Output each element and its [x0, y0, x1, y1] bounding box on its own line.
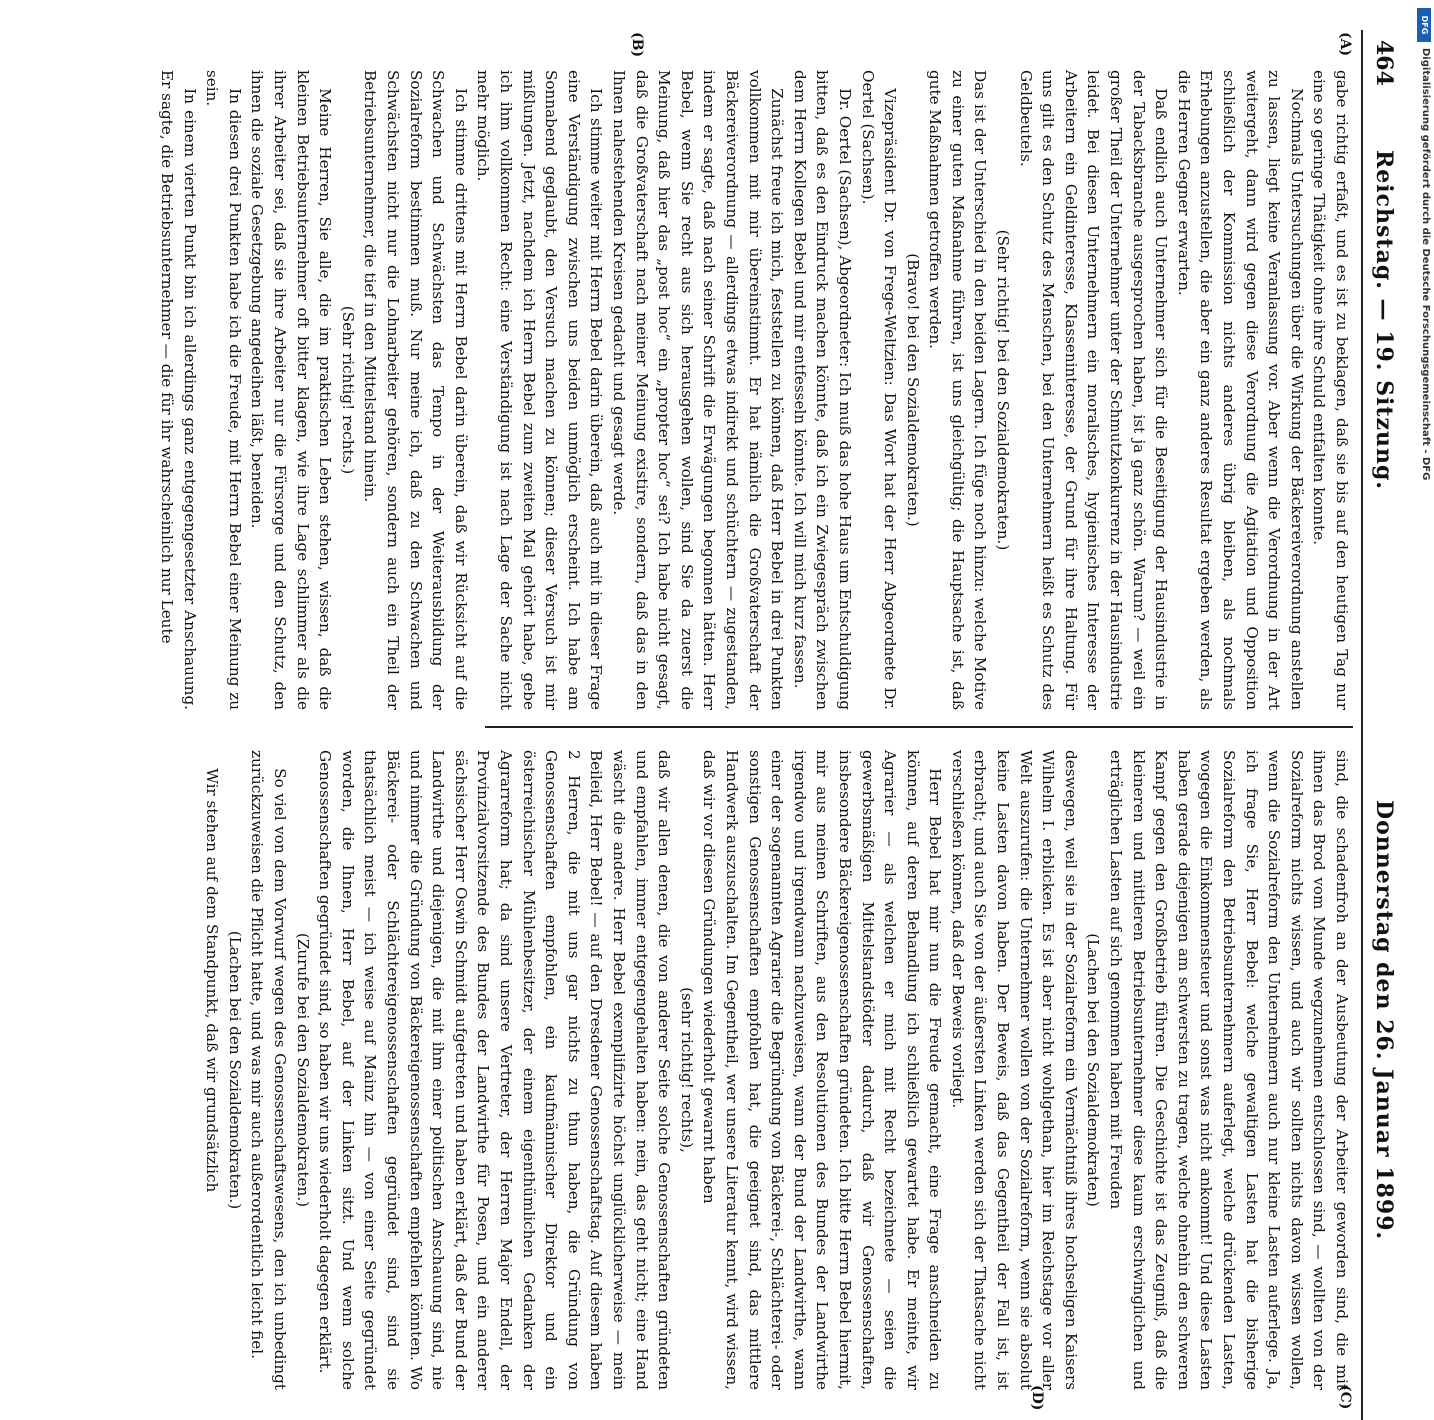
paragraph: gabe richtig erfaßt, und es ist zu beklagen, daß sie bis auf den heutigen Tag nur eine so geringe Thätigkeit ohne ihre Schuld entfalten konnte. — [1310, 70, 1351, 710]
margin-marker-b: (B) — [629, 32, 645, 58]
interjection: (Sehr richtig! bei den Sozialdemokraten.) — [994, 229, 1013, 551]
rotated-page — [5, 30, 1405, 1411]
paragraph: Ich stimme drittens mit Herrn Bebel darin überein, daß wir Rücksicht auf die Schwachen und Schwächsten das Tempo in der Weiterausbildung der Sozialreform bestimmen muß. Nur meine ich, daß zu den Schwachen und Schwächsten nicht nur die Lohnarbeiter gehören, sondern auch ein Theil der Betriebsunternehmer, die tief in den Mittelstand hinein. — [361, 70, 470, 710]
paragraph: Zunächst freue ich mich, feststellen zu können, daß Herr Bebel in drei Punkten vollkommen mit mir übereinstimmt. Er hat nämlich die Großvaterschaft der Bäckereiverordnung — allerdings etwas indirekt und schüchtern — zugestanden, indem er sagte, daß nach seiner Schrift die Erwägungen begonnen hätten. Herr Bebel, wenn Sie recht aus sich herausgehen wollen, sind Sie da zuerst die Meinung, daß hier das „post hoc“ ein „propter hoc“ sei? Ich habe nicht gesagt, daß die Großvaterschaft nach meiner Meinung existire, sondern, daß das in den Ihnen nahestehenden Kreisen gedacht und gesagt werde. — [610, 70, 787, 710]
column-divider — [485, 726, 1353, 728]
interjection: (sehr richtig! rechts), — [677, 987, 696, 1153]
paragraph: In diesen drei Punkten habe ich die Freude, mit Herrn Bebel einer Meinung zu sein. — [203, 70, 244, 710]
page-number: 464 — [1371, 40, 1397, 86]
paragraph: Ich stimme weiter mit Herrn Bebel darin überein, daß auch mit in dieser Frage eine Verständigung zwischen uns beiden unmöglich erscheint. Ich habe am Sonnabend geglaubt, den Versuch machen zu können; dieser Versuch ist mir mißlungen. Jetzt, nachdem ich Herrn Bebel zum zweiten Mal gehört habe, gebe ich ihm vollkommen Recht: eine Verständigung ist nach Lage der Sache nicht mehr möglich. — [474, 70, 606, 710]
interjection: (Sehr richtig! rechts.) — [338, 305, 357, 475]
interjection: (Lachen bei den Sozialdemokraten) — [1084, 933, 1103, 1207]
session-title: Reichstag. — 19. Sitzung. — [1371, 150, 1397, 491]
paragraph: Das ist der Unterschied in den beiden Lagern. Ich füge noch hinzu: welche Motive zu einer guten Maßnahme führen, ist uns gleichgültig; die Hauptsache ist, daß gute Maßnahmen getroffen werden. — [926, 70, 990, 710]
margin-marker-a: (A) — [1337, 32, 1353, 57]
right-column — [203, 750, 1353, 1390]
interjection: (Lachen bei den Sozialdemokraten.) — [225, 930, 244, 1210]
paragraph: Meine Herren, Sie alle, die im praktischen Leben stehen, wissen, daß die kleinen Betriebsunternehmer oft bitter klagen, wie ihre Lage schlimmer als die ihrer Arbeiter sei, daß sie ihre Arbeiter nur die Fürsorge und den Schutz, den ihnen die soziale Gesetzgebung angedeihen läßt, beneiden. — [248, 70, 335, 710]
interjection: (Bravo! bei den Sozialdemokraten.) — [903, 253, 922, 527]
interjection: (Zurufe bei den Sozialdemokraten.) — [293, 932, 312, 1208]
paragraph: Daß endlich auch Unternehmer sich für die Beseitigung der Hausindustrie in der Tabacksbranche ausgesprochen haben, ist ja ganz schön. Warum? — weil ein großer Theil der Unternehmer unter der Schmutzkonkurrenz in der Hausindustrie leidet. Bei diesen Unternehmern ein moralisches, hygienisches Interesse der Arbeitern ein Geldinteresse, Klasseninteresse, der Grund für ihre Haltung. Für uns gilt es den Schutz des Menschen, bei den Unternehmern heißt es Schutz des Geldbeutels. — [1016, 70, 1171, 710]
paragraph: Herr Bebel hat mir nun die Freude gemacht, eine Frage anschneiden zu können, auf deren Behandlung ich schließlich gewartet habe. Er meinte, wir Agrarier — als welchen er mich mit Recht bezeichnete — seien die gewerbsmäßigen Mittelstandstödter dadurch, daß wir Genossenschaften, insbesondere Bäckereigenossenschaften gründeten. Ich bitte Herrn Bebel hiermit, mir aus meinen Schriften, aus den Resolutionen des Bundes der Landwirthe irgendwo und irgendwann nachzuweisen, wann der Bund der Landwirthe, wann einer der sogenannten Agrarier die Begründung von Bäckerei-, Schlächterei- oder sonstigen Genossenschaften empfohlen hat, die geeignet sind, das mittlere Handwerk auszuschalten. Im Gegentheil, wer unsere Literatur kennt, wird wissen, daß wir vor diesen Gründungen wiederholt gewarnt haben — [700, 750, 945, 1390]
margin-marker-d: (D) — [1029, 1385, 1045, 1411]
left-column — [158, 70, 1353, 710]
paragraph: sind, die schadenfroh an der Ausbeutung der Arbeiter geworden sind, die mit ihnen das Brod vom Munde wegzunehmen entschlossen sind, — wollten von der Sozialreform nichts wissen, und auch wir sollten nichts davon wissen wollen, wenn die Sozialreform den Unternehmern auch nur kleine Lasten auferlege. Ja, ich frage Sie, Herr Bebel: welche gewaltigen Lasten hat die bisherige Sozialreform den Betriebsunternehmern auferlegt, welche drückenden Lasten, wogegen die Einkommensteuer und sonst was nicht ankommt! Und diese Lasten haben gerade diejenigen am schwersten zu tragen, welche ohnehin den schweren Kampf gegen den Großbetrieb führen. Die Geschichte ist das Zeugniß, daß die kleineren und mittleren Betriebsunternehmer diese kaum erschwinglichen und erträglichen Lasten auf sich genommen haben mit Freuden — [1107, 750, 1351, 1390]
paragraph: In einem vierten Punkt bin ich allerdings ganz entgegengesetzter Anschauung. Er sagte, die Betriebsunternehmer — die für ihr wahrscheinlich nur Leute — [158, 70, 199, 710]
digitization-credit-text: Digitalisierung gefördert durch die Deutsche Forschungsgemeinschaft - DFG — [1420, 48, 1431, 481]
header-rule — [1361, 30, 1363, 1420]
paragraph: daß wir allen denen, die von anderer Seite solche Genossenschaften gründeten und empfahlen, immer entgegengehalten haben: nein, das geht nicht; eine Hand wäscht die andere. Herr Bebel exemplifizirte höchst unglücklicherweise — mein Beileid, Herr Bebel! — auf den Dresdener Genossenschaftstag. Auf diesem haben 2 Herren, die mit uns gar nichts zu thun haben, die Gründung von Genossenschaften empfohlen, ein kaufmännischer Direktor und ein österreichischer Mühlenbesitzer, der einem eigenthümlichen Gedanken der Agrarreform hat; da sind unsere Vertreter, der Herren Major Endell, der Provinzialvorsitzende des Bundes der Landwirthe für Posen, und ein anderer sächsischer Herr Oswin Schmidt aufgetreten und haben erklärt, daß der Bund der Landwirthe und diejenigen, die mit ihm einer politischen Anschauung sind, nie und nimmer die Gründung von Bäckereigenossenschaften empfehlen könnten. Wo Bäckerei- oder Schlächtereigenossenschaften gegründet sind, sind sie thatsächlich meist — ich weise auf Mainz hin — von einer Seite gegründet worden, die Ihnen, Herr Bebel, auf der Linken sitzt. Und wenn solche Genossenschaften gegründet sind, so haben wir uns wiederholt dagegen erklärt. — [316, 750, 674, 1390]
speaker-paragraph: Vizepräsident Dr. von Frege-Weltzien: Das Wort hat der Herr Abgeordnete Dr. Oertel (Sachsen). — [858, 70, 900, 710]
speaker-paragraph: Dr. Oertel (Sachsen), Abgeordneter: Ich muß das hohe Haus um Entschuldigung bitten, daß es den Eindruck machen könnte, daß ich ein Zwiegespräch zwischen dem Herrn Kollegen Bebel und mir entfesseln könnte. Ich will mich kurz fassen. — [790, 70, 854, 710]
paragraph: So viel von dem Vorwurf wegen des Genossenschaftswesens, den ich unbedingt zurückzuweisen die Pflicht hatte, und was mir auch außerordentlich leicht fiel. — [248, 750, 290, 1390]
paragraph: Wir stehen auf dem Standpunkt, daß wir grundsätzlich — [203, 768, 222, 1193]
paragraph: Nochmals Untersuchungen über die Wirkung der Bäckereiverordnung anstellen zu lassen, liegt keine Veranlassung vor. Aber wenn die Verordnung in der Art weitergeht, dann wird gegen diese Verordnung die Agitation und Opposition schließlich der Kommission nichts anderes übrig bleiben, als nochmals Erhebungen anzustellen, die aber ein ganz anderes Resultat ergeben werden, als die Herren Gegner erwarten. — [1174, 70, 1306, 710]
paragraph: deswegen, weil sie in der Sozialreform ein Vermächtniß ihres hochseligen Kaisers Wilhelm I. erblicken. Es ist aber nicht wohlgethan, hier im Reichstage vor aller Welt auszurufen: die Unternehmer wollen von der Sozialreform, wenn sie absolut keine Lasten davon haben. Der Beweis, daß das Gegentheil der Fall ist, ist erbracht; und auch Sie von der äußersten Linken werden sich der Thatsache nicht verschließen können, daß der Beweis vorliegt. — [948, 750, 1080, 1390]
page-header — [1365, 30, 1405, 1420]
digitization-credit — [1415, 8, 1433, 992]
margin-marker-c: (C) — [1337, 1385, 1353, 1410]
dfg-logo-text: DFG — [1420, 15, 1429, 35]
session-date: Donnerstag den 26. Januar 1899. — [1371, 800, 1397, 1241]
